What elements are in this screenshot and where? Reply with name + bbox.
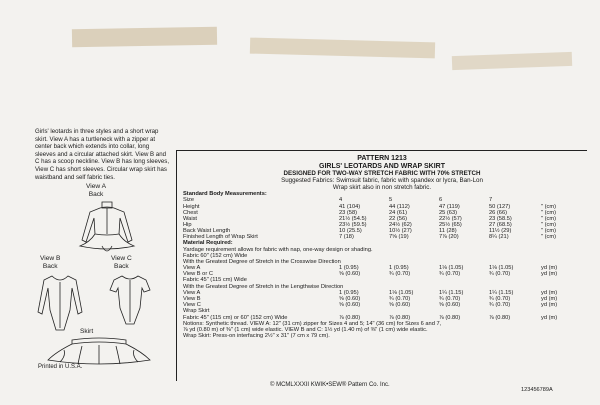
tape-strip (452, 52, 572, 70)
table-row: Back Waist Length 10 (25.5) 10½ (27) 11 (28) 11½ (29) " (cm) (183, 228, 556, 235)
view-a-label: View A Back (86, 183, 107, 198)
lengthwise-label: With the Greatest Degree of Stretch in the Lengthwise Direction (183, 283, 344, 290)
table-row: View B ⅝ (0.60) ¾ (0.70) ¾ (0.70) ¾ (0.70) yd (m) (183, 296, 558, 303)
table-row: Height 41 (104) 44 (112) 47 (119) 50 (127) " (cm) (183, 203, 556, 210)
wrap-skirt-table (177, 315, 587, 321)
table-row: Hip 23½ (59.5) 24½ (62) 25½ (65) 27 (68.5) " (cm) (183, 221, 556, 228)
pattern-info-box (176, 150, 587, 381)
view-c-illustration (100, 272, 160, 328)
fabric-60-label: Fabric 60" (152 cm) Wide (183, 252, 248, 259)
designed-for: DESIGNED FOR TWO-WAY STRETCH FABRIC WITH 70% STRETCH (283, 170, 481, 178)
pattern-title: GIRLS' LEOTARDS AND WRAP SKIRT (319, 162, 445, 170)
notions-text: Notions: Synthetic thread. VIEW A: 12" (31 cm) zipper for Sizes 4 and 5; 14" (36 cm) for Sizes 6 and 7, ⅞ yd (0.80 m) of ⅜" (1 cm) wide elastic. VIEW B and C: 1½ yd (1.40 m) of ⅜" (1 cm) wide elastic. Wrap Skirt: Press-on interfacing 2½" x 31" (7 cm x 79 cm). (183, 320, 442, 340)
table-row: View B or C ⅝ (0.60) ¾ (0.70) ¾ (0.70) ¾ (0.70) yd (m) (183, 271, 558, 278)
yardage-45-table (177, 290, 587, 308)
table-row: Size 4 5 6 7 (183, 197, 493, 204)
yardage-60-table (177, 265, 587, 277)
tape-strip (72, 27, 217, 48)
table-row: View A 1 (0.95) 1 (0.95) 1⅛ (1.05) 1⅛ (1.05) yd (m) (183, 265, 558, 272)
table-row: Chest 23 (58) 24 (61) 25 (63) 26 (66) " (cm) (183, 209, 556, 216)
measurements-table (177, 197, 587, 240)
copyright-notice: © MCMLXXXII KWIK•SEW® Pattern Co. Inc. (270, 382, 390, 388)
view-b-label: View B Back (40, 255, 61, 270)
view-c-label: View C Back (111, 255, 132, 270)
table-row: Fabric 45" (115 cm) or 60" (152 cm) Wide ⅞ (0.80) ⅞ (0.80) ⅞ (0.80) ⅞ (0.80) yd (m) (183, 314, 558, 321)
material-required-heading: Material Required: (183, 240, 233, 247)
part-number: 123456789A (521, 387, 553, 393)
fabric-45-label: Fabric 45" (115 cm) Wide (183, 277, 247, 284)
wrap-skirt-note: Wrap skirt also in non stretch fabric. (332, 184, 432, 192)
std-measurements-heading: Standard Body Measurements: (183, 191, 267, 198)
wrap-skirt-label: Wrap Skirt (183, 308, 210, 315)
description-text: Girls' leotards in three styles and a short wrap skirt. View A has a turtleneck with a zipper at center back which extends into collar, long sleeves and a circular attached skirt. View B and C has a scoop neckline. View B has long sleeves, View C has short sleeves. Circular wrap skirt has waistband and self fabric ties. (35, 128, 170, 181)
suggested-fabrics: Suggested Fabrics: Swimsuit fabric, fabric with spandex or lycra, Ban-Lon (281, 177, 483, 185)
skirt-illustration (42, 336, 157, 366)
table-row: View A 1 (0.95) 1⅛ (1.05) 1¼ (1.15) 1¼ (1.15) yd (m) (183, 289, 558, 296)
printed-in-label: Printed in U.S.A. (38, 364, 83, 370)
tape-strip (250, 38, 435, 59)
crosswise-label: With the Greatest Degree of Stretch in the Crosswise Direction (183, 258, 341, 265)
table-row: Finished Length of Wrap Skirt 7 (18) 7⅝ (19) 7⅞ (20) 8¼ (21) " (cm) (183, 234, 556, 241)
table-row: View C ⅝ (0.60) ⅝ (0.60) ⅝ (0.60) ¾ (0.70) yd (m) (183, 302, 558, 309)
skirt-label: Skirt (80, 328, 94, 335)
view-a-illustration (62, 200, 152, 260)
pattern-number: PATTERN 1213 (357, 155, 407, 162)
table-row: Waist 21½ (54.5) 22 (56) 22½ (57) 23 (58.5) " (cm) (183, 215, 556, 222)
yardage-note: Yardage requirement allows for fabric with nap, one-way design or shading. (183, 246, 373, 253)
